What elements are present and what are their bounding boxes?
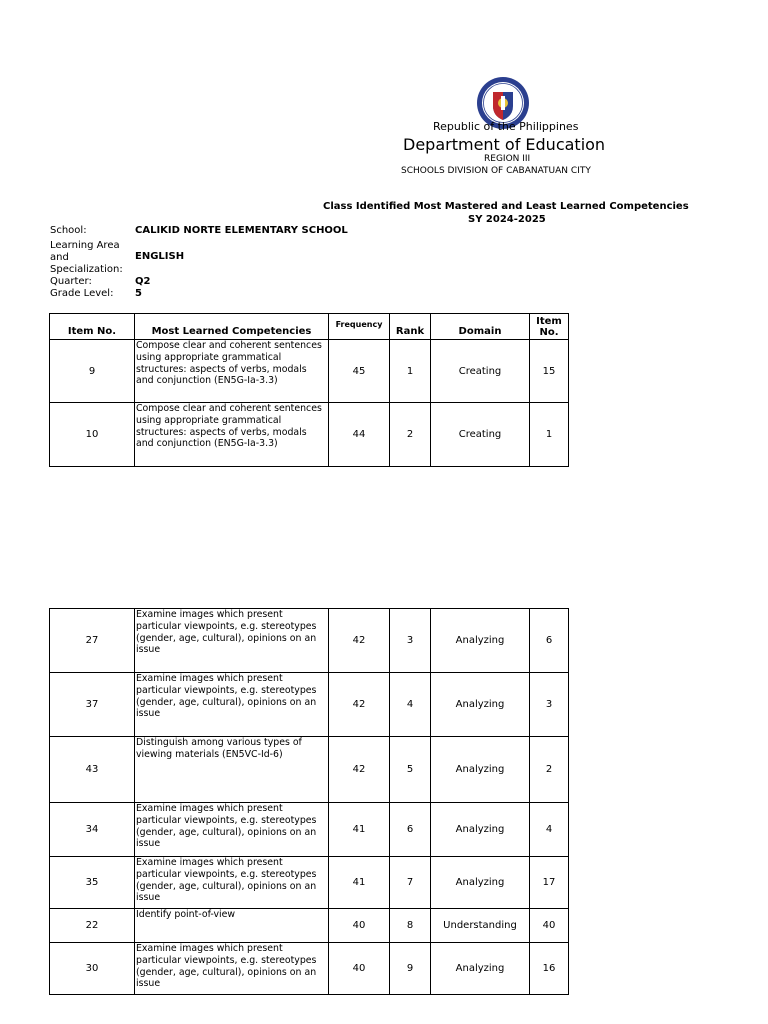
rank-cell: 4 bbox=[390, 673, 431, 737]
domain-cell: Analyzing bbox=[431, 609, 530, 673]
item-no-2-cell: 40 bbox=[530, 909, 569, 943]
domain-cell: Analyzing bbox=[431, 857, 530, 909]
region-heading: REGION III bbox=[484, 154, 531, 164]
competencies-table-top bbox=[49, 313, 569, 467]
domain-cell: Analyzing bbox=[431, 943, 530, 995]
rank-cell: 6 bbox=[390, 803, 431, 857]
frequency-cell: 41 bbox=[329, 803, 390, 857]
competency-cell: Distinguish among various types of viewing materials (EN5VC-Id-6) bbox=[135, 737, 329, 803]
item-no-cell: 43 bbox=[50, 737, 135, 803]
competency-cell: Compose clear and coherent sentences using appropriate grammatical structures: aspects of verbs, modals and conjunction (EN5G-Ia-3.3) bbox=[135, 340, 329, 403]
domain-cell: Analyzing bbox=[431, 803, 530, 857]
school-year: SY 2024-2025 bbox=[468, 214, 546, 225]
col-domain: Domain bbox=[431, 314, 530, 340]
domain-cell: Creating bbox=[431, 340, 530, 403]
report-title: Class Identified Most Mastered and Least Learned Competencies bbox=[323, 201, 689, 212]
frequency-cell: 42 bbox=[329, 673, 390, 737]
competency-cell: Compose clear and coherent sentences using appropriate grammatical structures: aspects of verbs, modals and conjunction (EN5G-Ia-3.3) bbox=[135, 403, 329, 467]
domain-cell: Analyzing bbox=[431, 737, 530, 803]
school-label: School: bbox=[50, 225, 87, 236]
competency-cell: Examine images which present particular viewpoints, e.g. stereotypes (gender, age, cultural), opinions on an issue bbox=[135, 803, 329, 857]
table-row bbox=[50, 737, 569, 803]
table-row bbox=[50, 340, 569, 403]
domain-cell: Creating bbox=[431, 403, 530, 467]
learning-area-label-1: Learning Area bbox=[50, 240, 120, 251]
rank-cell: 9 bbox=[390, 943, 431, 995]
competency-cell: Examine images which present particular viewpoints, e.g. stereotypes (gender, age, cultural), opinions on an issue bbox=[135, 943, 329, 995]
item-no-cell: 22 bbox=[50, 909, 135, 943]
school-value: CALIKID NORTE ELEMENTARY SCHOOL bbox=[135, 225, 348, 236]
learning-area-value: ENGLISH bbox=[135, 251, 185, 262]
col-item-no-2-line2: No. bbox=[539, 326, 559, 338]
item-no-cell: 30 bbox=[50, 943, 135, 995]
frequency-cell: 40 bbox=[329, 909, 390, 943]
rank-cell: 3 bbox=[390, 609, 431, 673]
table-row bbox=[50, 857, 569, 909]
table-row bbox=[50, 943, 569, 995]
table-row bbox=[50, 609, 569, 673]
frequency-cell: 42 bbox=[329, 609, 390, 673]
learning-area-label-2: and bbox=[50, 252, 69, 263]
rank-cell: 2 bbox=[390, 403, 431, 467]
competency-cell: Examine images which present particular viewpoints, e.g. stereotypes (gender, age, cultural), opinions on an issue bbox=[135, 673, 329, 737]
col-frequency: Frequency bbox=[329, 314, 390, 340]
item-no-2-cell: 3 bbox=[530, 673, 569, 737]
item-no-2-cell: 4 bbox=[530, 803, 569, 857]
item-no-2-cell: 1 bbox=[530, 403, 569, 467]
learning-area-label-3: Specialization: bbox=[50, 264, 123, 275]
item-no-cell: 35 bbox=[50, 857, 135, 909]
item-no-cell: 37 bbox=[50, 673, 135, 737]
domain-cell: Understanding bbox=[431, 909, 530, 943]
col-item-no-2-line1: Item bbox=[536, 315, 562, 327]
rank-cell: 8 bbox=[390, 909, 431, 943]
item-no-cell: 27 bbox=[50, 609, 135, 673]
quarter-value: Q2 bbox=[135, 276, 151, 287]
table-header-row bbox=[50, 314, 569, 340]
quarter-label: Quarter: bbox=[50, 276, 92, 287]
competency-cell: Examine images which present particular viewpoints, e.g. stereotypes (gender, age, cultural), opinions on an issue bbox=[135, 857, 329, 909]
grade-value: 5 bbox=[135, 288, 142, 299]
frequency-cell: 40 bbox=[329, 943, 390, 995]
col-item-no: Item No. bbox=[50, 314, 135, 340]
frequency-cell: 41 bbox=[329, 857, 390, 909]
table-row bbox=[50, 909, 569, 943]
table-row bbox=[50, 803, 569, 857]
frequency-cell: 44 bbox=[329, 403, 390, 467]
domain-cell: Analyzing bbox=[431, 673, 530, 737]
item-no-cell: 34 bbox=[50, 803, 135, 857]
table-row bbox=[50, 673, 569, 737]
division-heading: SCHOOLS DIVISION OF CABANATUAN CITY bbox=[401, 166, 591, 176]
competencies-table-bottom bbox=[49, 608, 569, 995]
col-item-no-2 bbox=[530, 314, 569, 340]
col-rank: Rank bbox=[390, 314, 431, 340]
item-no-2-cell: 16 bbox=[530, 943, 569, 995]
rank-cell: 5 bbox=[390, 737, 431, 803]
competency-cell: Examine images which present particular viewpoints, e.g. stereotypes (gender, age, cultural), opinions on an issue bbox=[135, 609, 329, 673]
item-no-2-cell: 15 bbox=[530, 340, 569, 403]
rank-cell: 1 bbox=[390, 340, 431, 403]
item-no-2-cell: 2 bbox=[530, 737, 569, 803]
item-no-2-cell: 6 bbox=[530, 609, 569, 673]
republic-heading: Republic of the Philippines bbox=[433, 120, 579, 133]
item-no-cell: 9 bbox=[50, 340, 135, 403]
grade-label: Grade Level: bbox=[50, 288, 114, 299]
department-heading: Department of Education bbox=[403, 135, 606, 154]
frequency-cell: 45 bbox=[329, 340, 390, 403]
competency-cell: Identify point-of-view bbox=[135, 909, 329, 943]
table-row bbox=[50, 403, 569, 467]
rank-cell: 7 bbox=[390, 857, 431, 909]
item-no-2-cell: 17 bbox=[530, 857, 569, 909]
item-no-cell: 10 bbox=[50, 403, 135, 467]
col-competencies: Most Learned Competencies bbox=[135, 314, 329, 340]
frequency-cell: 42 bbox=[329, 737, 390, 803]
